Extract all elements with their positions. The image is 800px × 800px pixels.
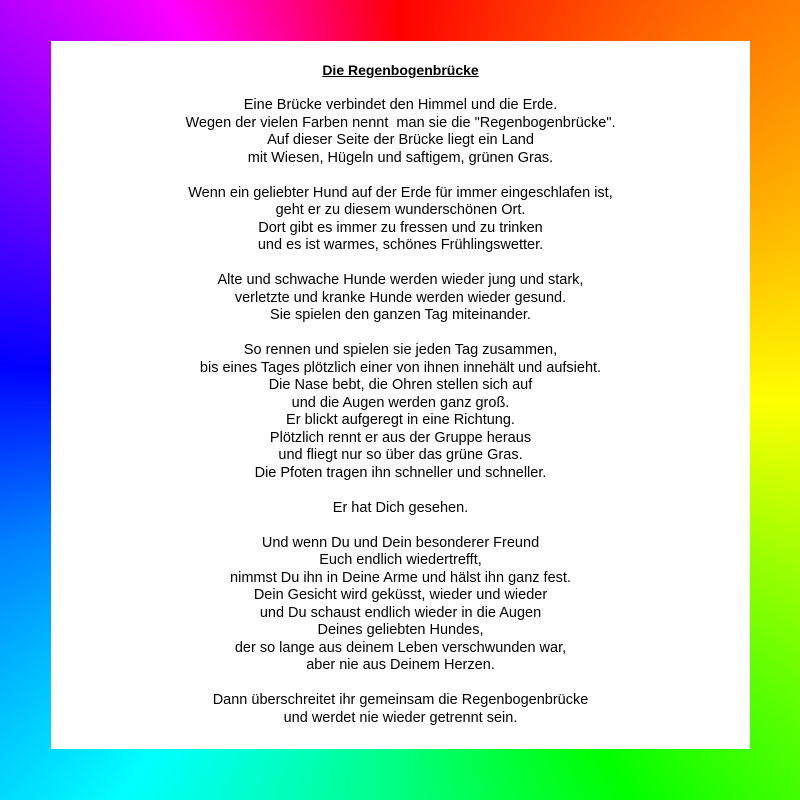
poem-line: Wenn ein geliebter Hund auf der Erde für immer eingeschlafen ist,	[188, 184, 613, 201]
poem-line: geht er zu diesem wunderschönen Ort.	[275, 202, 526, 218]
stanza-5	[51, 500, 750, 518]
poem-line: Dann überschreitet ihr gemeinsam die Regenbogenbrücke	[212, 692, 589, 708]
poem-line: Eine Brücke verbindet den Himmel und die Erde.	[243, 97, 558, 113]
poem-line: und es ist warmes, schönes Frühlingswetter.	[257, 237, 544, 253]
poem-line: Wegen der vielen Farben nennt man sie die "Regenbogenbrücke".	[185, 114, 616, 131]
poem-line: nimmst Du ihn in Deine Arme und hälst ihn ganz fest.	[230, 569, 571, 586]
poem-line: bis eines Tages plötzlich einer von ihnen innehält und aufsieht.	[199, 359, 602, 376]
poem-line: Er hat Dich gesehen.	[332, 499, 469, 516]
poem-line: aber nie aus Deinem Herzen.	[306, 657, 495, 673]
poem-line: der so lange aus deinem Leben verschwunden war,	[234, 639, 567, 656]
poem-line: Auf dieser Seite der Brücke liegt ein Land	[267, 132, 534, 148]
poem-line: Sie spielen den ganzen Tag miteinander.	[270, 307, 531, 323]
stanza-2	[51, 185, 750, 255]
poem-line: Euch endlich wiedertrefft,	[319, 552, 482, 568]
poem-line: verletzte und kranke Hunde werden wieder gesund.	[234, 289, 567, 306]
poem-line: Deines geliebten Hundes,	[317, 622, 484, 638]
poem-line: So rennen und spielen sie jeden Tag zusammen,	[243, 342, 558, 358]
poem-line: und die Augen werden ganz groß.	[291, 394, 510, 411]
stanza-4	[51, 342, 750, 482]
poem-line: mit Wiesen, Hügeln und saftigem, grünen Gras.	[247, 149, 554, 166]
poem-line: und werdet nie wieder getrennt sein.	[283, 709, 518, 726]
poem-title: Die Regenbogenbrücke	[322, 62, 479, 78]
poem-page	[51, 41, 750, 749]
poem-line: Alte und schwache Hunde werden wieder jung und stark,	[217, 272, 584, 288]
stanza-1	[51, 97, 750, 167]
stanza-3	[51, 272, 750, 325]
poem-line: Die Nase bebt, die Ohren stellen sich auf	[268, 377, 533, 393]
stanza-7	[51, 692, 750, 727]
poem-line: und Du schaust endlich wieder in die Augen	[259, 604, 542, 621]
poem-line: Dort gibt es immer zu fressen und zu trinken	[258, 219, 543, 236]
stanza-6	[51, 535, 750, 675]
poem-line: und fliegt nur so über das grüne Gras.	[278, 447, 523, 463]
poem-line: Dein Gesicht wird geküsst, wieder und wieder	[253, 587, 548, 603]
poem-line: Die Pfoten tragen ihn schneller und schneller.	[254, 464, 547, 481]
poem-line: Er blickt aufgeregt in eine Richtung.	[286, 412, 515, 428]
poem-line: Plötzlich rennt er aus der Gruppe heraus	[269, 429, 532, 446]
poem-line: Und wenn Du und Dein besonderer Freund	[261, 534, 540, 551]
